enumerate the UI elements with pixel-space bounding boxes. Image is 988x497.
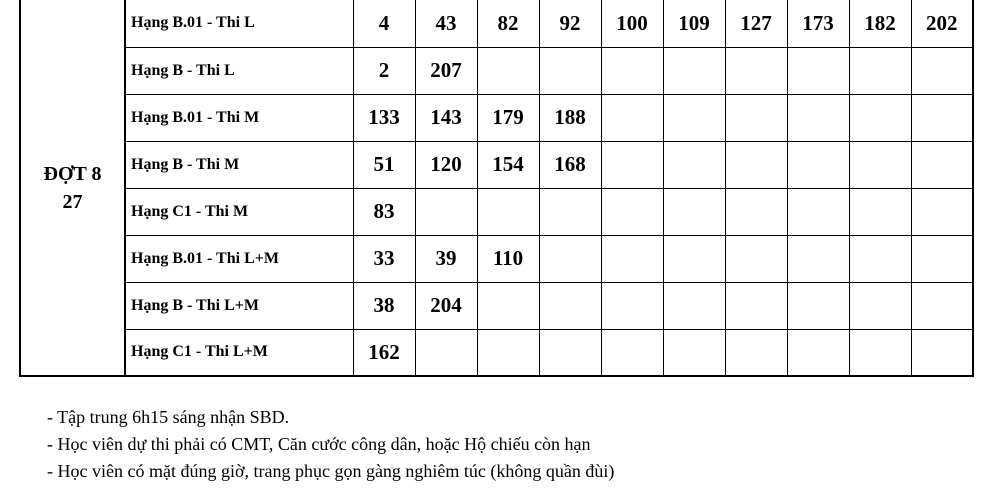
candidate-number-cell [725,141,787,188]
candidate-number-cell: 39 [415,235,477,282]
candidate-number-cell: 207 [415,47,477,94]
category-cell: Hạng B.01 - Thi L [125,0,353,47]
candidate-number-cell [663,329,725,376]
candidate-number-cell [725,47,787,94]
candidate-number-cell [787,47,849,94]
candidate-number-cell [725,94,787,141]
candidate-number-cell: 173 [787,0,849,47]
candidate-number-cell [601,94,663,141]
candidate-number-cell [787,94,849,141]
candidate-number-cell: 4 [353,0,415,47]
candidate-number-cell [601,47,663,94]
table-row [20,329,973,376]
candidate-number-cell [415,188,477,235]
candidate-number-cell: 110 [477,235,539,282]
candidate-number-cell [849,141,911,188]
note-item: - Học viên có mặt đúng giờ, trang phục gọn gàng nghiêm túc (không quần đùi) [47,461,615,481]
candidate-number-cell [787,329,849,376]
candidate-number-cell: 154 [477,141,539,188]
category-cell: Hạng C1 - Thi L+M [125,329,353,376]
candidate-number-cell [787,188,849,235]
batch-cell [20,0,125,376]
candidate-number-cell: 43 [415,0,477,47]
candidate-number-cell: 133 [353,94,415,141]
candidate-number-cell [787,141,849,188]
candidate-number-cell [539,235,601,282]
table-row [20,0,973,47]
candidate-number-cell: 82 [477,0,539,47]
candidate-number-cell: 168 [539,141,601,188]
candidate-number-cell [539,188,601,235]
candidate-number-cell [601,282,663,329]
candidate-number-cell [725,329,787,376]
candidate-number-cell: 120 [415,141,477,188]
candidate-number-cell [725,188,787,235]
candidate-number-cell: 182 [849,0,911,47]
candidate-number-cell [601,141,663,188]
candidate-number-cell [415,329,477,376]
table-row [20,235,973,282]
candidate-number-cell: 162 [353,329,415,376]
candidate-number-cell [601,235,663,282]
candidate-number-cell [911,94,973,141]
candidate-number-cell [911,282,973,329]
candidate-number-cell: 109 [663,0,725,47]
candidate-number-cell: 2 [353,47,415,94]
note-item: - Tập trung 6h15 sáng nhận SBD. [47,407,290,427]
candidate-number-cell: 33 [353,235,415,282]
batch-date: 27 [62,190,83,213]
candidate-number-cell [849,329,911,376]
candidate-number-cell [601,329,663,376]
category-cell: Hạng B.01 - Thi M [125,94,353,141]
candidate-number-cell [849,94,911,141]
candidate-number-cell [663,235,725,282]
candidate-number-cell [663,47,725,94]
candidate-number-cell [787,235,849,282]
candidate-number-cell [663,282,725,329]
candidate-number-cell [911,47,973,94]
candidate-number-cell [911,235,973,282]
candidate-number-cell [539,329,601,376]
category-cell: Hạng C1 - Thi M [125,188,353,235]
exam-schedule-table [19,0,974,377]
table-row [20,94,973,141]
candidate-number-cell [911,329,973,376]
candidate-number-cell [477,329,539,376]
note-item: - Học viên dự thi phải có CMT, Căn cước công dân, hoặc Hộ chiếu còn hạn [47,434,591,454]
candidate-number-cell: 127 [725,0,787,47]
candidate-number-cell [849,282,911,329]
candidate-number-cell [477,188,539,235]
candidate-number-cell [477,282,539,329]
candidate-number-cell: 179 [477,94,539,141]
candidate-number-cell [911,188,973,235]
candidate-number-cell: 51 [353,141,415,188]
category-cell: Hạng B.01 - Thi L+M [125,235,353,282]
candidate-number-cell [539,47,601,94]
candidate-number-cell: 143 [415,94,477,141]
category-cell: Hạng B - Thi L [125,47,353,94]
table-row [20,282,973,329]
table-row [20,47,973,94]
candidate-number-cell [539,282,601,329]
candidate-number-cell [849,47,911,94]
candidate-number-cell [849,188,911,235]
candidate-number-cell [663,188,725,235]
candidate-number-cell: 188 [539,94,601,141]
candidate-number-cell: 38 [353,282,415,329]
category-cell: Hạng B - Thi M [125,141,353,188]
candidate-number-cell [477,47,539,94]
candidate-number-cell: 100 [601,0,663,47]
batch-label: ĐỢT 8 [43,162,102,185]
candidate-number-cell [849,235,911,282]
candidate-number-cell: 83 [353,188,415,235]
candidate-number-cell: 202 [911,0,973,47]
candidate-number-cell [725,235,787,282]
candidate-number-cell [911,141,973,188]
notes-list [47,404,614,485]
candidate-number-cell [787,282,849,329]
candidate-number-cell [663,94,725,141]
candidate-number-cell [663,141,725,188]
candidate-number-cell: 92 [539,0,601,47]
table-row [20,188,973,235]
table-row [20,141,973,188]
candidate-number-cell [725,282,787,329]
candidate-number-cell [601,188,663,235]
candidate-number-cell: 204 [415,282,477,329]
category-cell: Hạng B - Thi L+M [125,282,353,329]
